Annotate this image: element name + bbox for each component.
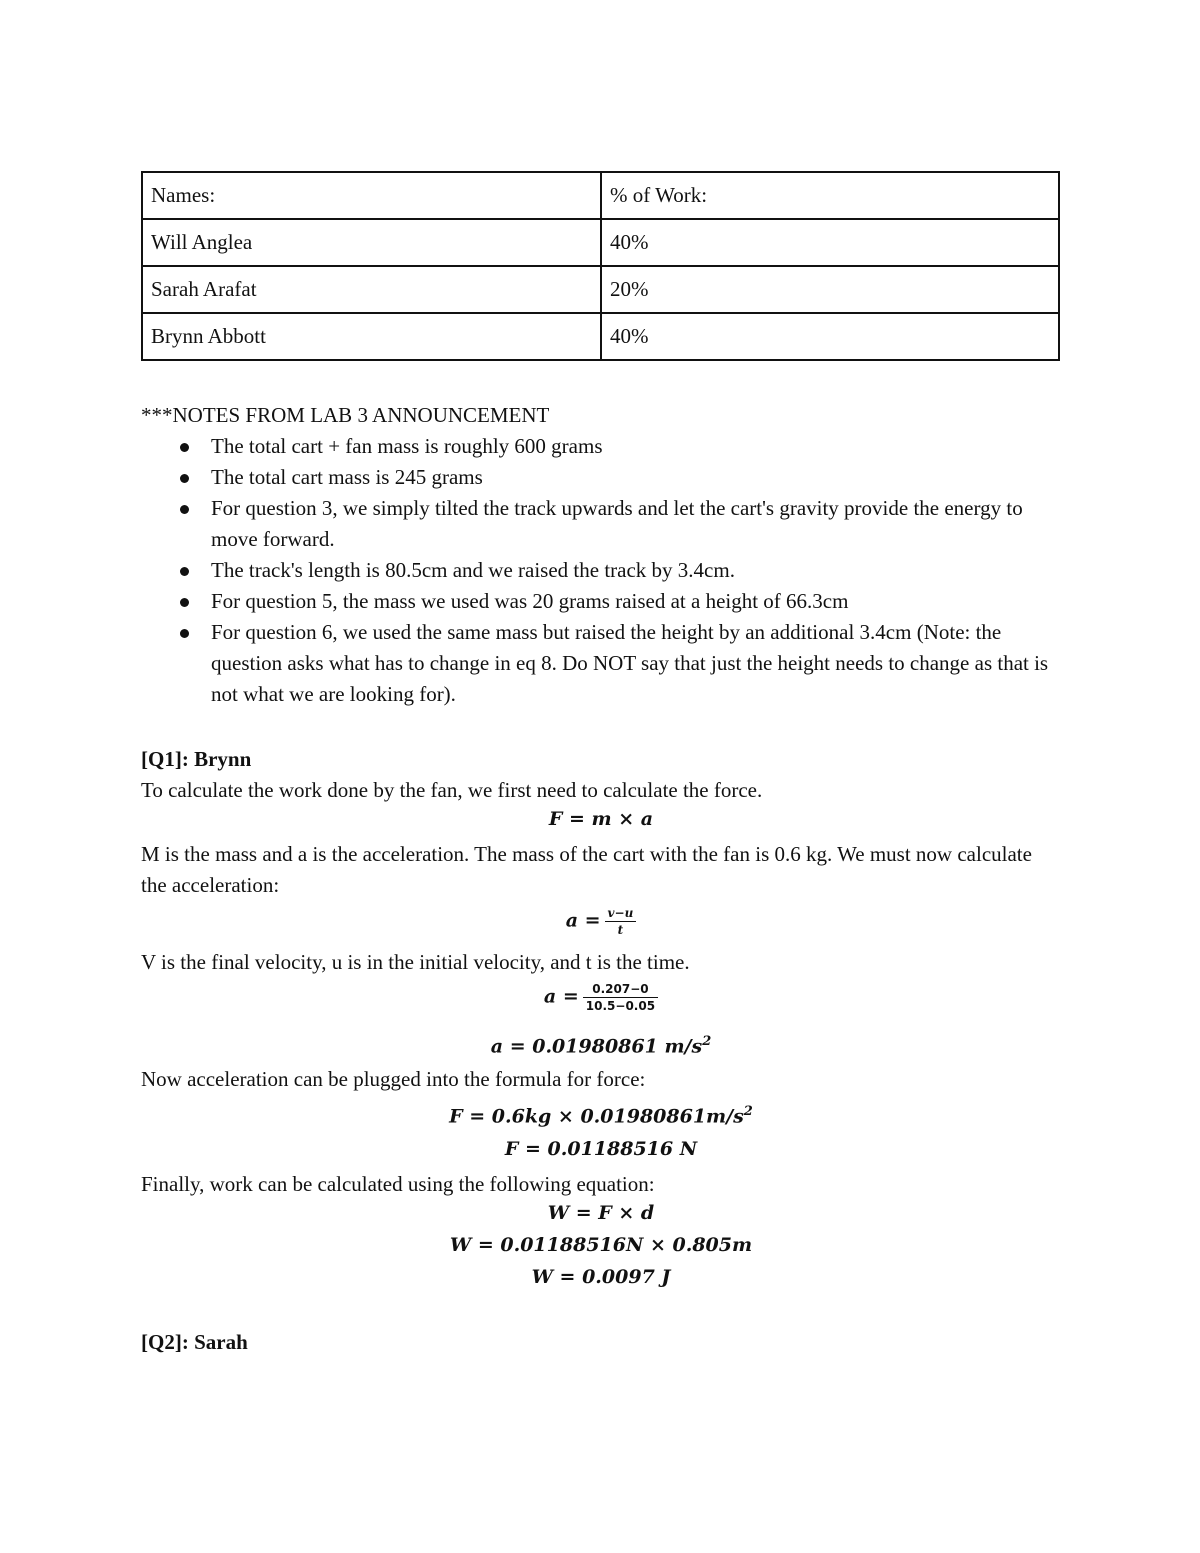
equation-work-result: W = 0.0097 J (531, 1266, 671, 1288)
bullet-icon (180, 567, 189, 576)
equation-force-substituted: $F = 0.6kg \times 0.01980861m/s^2$ (449, 1104, 753, 1128)
equation-acceleration-values: a = $\frac{0.207-0}{10.5-0.05}$ (141, 982, 1061, 1013)
list-item: The total cart mass is 245 grams (141, 462, 1061, 493)
table-cell-percent: 40% (601, 219, 1059, 266)
equation-acceleration: a = $\frac{v-u}{t}$ (141, 906, 1061, 937)
q1-mass-text: M is the mass and a is the acceleration. The mass of the cart with the fan is 0.6 kg. We must now calculate the acceleration: (141, 842, 1032, 897)
notes-title: ***NOTES FROM LAB 3 ANNOUNCEMENT (141, 403, 550, 427)
table-header-percent: % of Work: (601, 172, 1059, 219)
table-cell-name: Brynn Abbott (142, 313, 601, 360)
list-item: For question 5, the mass we used was 20 grams raised at a height of 66.3cm (141, 586, 1061, 617)
table-row (142, 313, 1059, 360)
bullet-icon (180, 474, 189, 483)
table-row (142, 266, 1059, 313)
table-cell-percent: 20% (601, 266, 1059, 313)
bullet-icon (180, 598, 189, 607)
bullet-icon (180, 505, 189, 514)
q2-heading: [Q2]: Sarah (141, 1330, 248, 1354)
equation-work: W = F × d (547, 1202, 655, 1224)
table-cell-name: Sarah Arafat (142, 266, 601, 313)
q1-plug-text: Now acceleration can be plugged into the formula for force: (141, 1067, 646, 1091)
list-item: For question 6, we used the same mass but raised the height by an additional 3.4cm (Note: the question asks what has to change in eq 8. Do NOT say that just the height needs to change as that is not what we are looking for). (141, 617, 1061, 710)
equation-work-substituted: W = 0.01188516N × 0.805m (449, 1234, 753, 1256)
table-header-names: Names: (142, 172, 601, 219)
equation-acceleration-result: a = 0.01980861 $m/s^2$ (490, 1034, 712, 1058)
bullet-icon (180, 443, 189, 452)
work-split-table (141, 171, 1060, 361)
q1-heading: [Q1]: Brynn (141, 747, 252, 771)
table-cell-name: Will Anglea (142, 219, 601, 266)
list-item: The track's length is 80.5cm and we raised the track by 3.4cm. (141, 555, 1061, 586)
equation-force-result: F = 0.01188516 N (504, 1138, 698, 1160)
q1-intro: To calculate the work done by the fan, we first need to calculate the force. (141, 778, 763, 802)
notes-section (141, 400, 1061, 710)
table-row (142, 219, 1059, 266)
table-cell-percent: 40% (601, 313, 1059, 360)
list-item: For question 3, we simply tilted the track upwards and let the cart's gravity provide the energy to move forward. (141, 493, 1061, 555)
equation-force: F = m × a (548, 808, 654, 830)
notes-list (141, 431, 1061, 710)
bullet-icon (180, 629, 189, 638)
q1-work-text: Finally, work can be calculated using the following equation: (141, 1172, 655, 1196)
list-item: The total cart + fan mass is roughly 600 grams (141, 431, 1061, 462)
q1-vars-text: V is the final velocity, u is in the initial velocity, and t is the time. (141, 950, 690, 974)
table-header-row (142, 172, 1059, 219)
